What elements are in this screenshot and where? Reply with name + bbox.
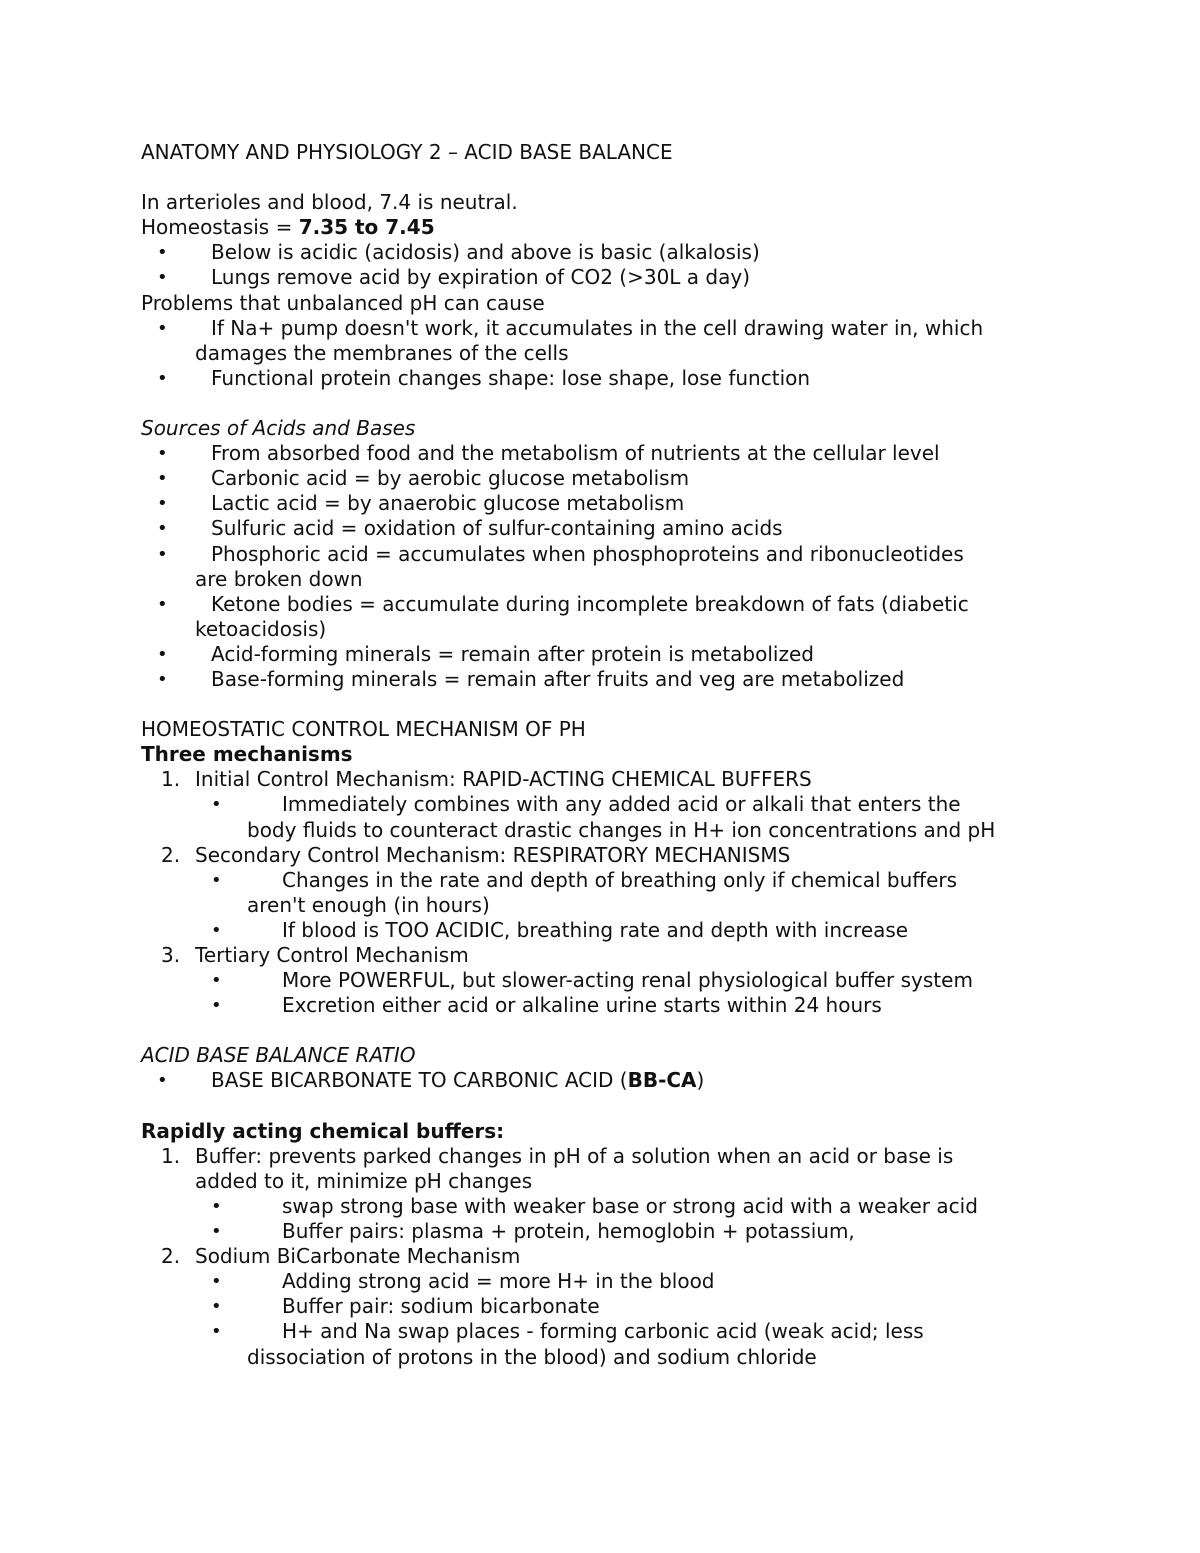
bullet-icon: •: [211, 1321, 222, 1343]
list-item: • Base-forming minerals = remain after fruits and veg are metabolized: [157, 666, 905, 691]
bullet-icon: •: [157, 317, 168, 339]
list-item: • BASE BICARBONATE TO CARBONIC ACID (BB-CA): [157, 1068, 705, 1093]
sub-list-item: • H+ and Na swap places - forming carbonic acid (weak acid; less: [211, 1319, 924, 1344]
sub-list-item-continuation: dissociation of protons in the blood) and sodium chloride: [247, 1344, 817, 1369]
bullet-icon: •: [157, 518, 168, 540]
intro-line: In arterioles and blood, 7.4 is neutral.: [141, 190, 518, 215]
list-item: • Ketone bodies = accumulate during incomplete breakdown of fats (diabetic: [157, 591, 969, 616]
bullet-icon: •: [157, 267, 168, 289]
bullet-icon: •: [157, 443, 168, 465]
list-item: • From absorbed food and the metabolism of nutrients at the cellular level: [157, 441, 940, 466]
sub-list-item: • Excretion either acid or alkaline urine starts within 24 hours: [211, 993, 882, 1018]
list-item: • Acid-forming minerals = remain after protein is metabolized: [157, 641, 814, 666]
numbered-item: 1. Buffer: prevents parked changes in pH of a solution when an acid or base is: [161, 1143, 954, 1168]
document-page: [141, 140, 1161, 1370]
list-item-continuation: damages the membranes of the cells: [195, 340, 569, 365]
list-item-continuation: are broken down: [195, 566, 363, 591]
sub-list-item: • Buffer pair: sodium bicarbonate: [211, 1294, 600, 1319]
sub-list-item-continuation: aren't enough (in hours): [247, 892, 490, 917]
list-item: • If Na+ pump doesn't work, it accumulates in the cell drawing water in, which: [157, 315, 984, 340]
bullet-icon: •: [211, 970, 222, 992]
document-title: ANATOMY AND PHYSIOLOGY 2 – ACID BASE BALANCE: [141, 140, 673, 164]
numbered-item: 2. Sodium BiCarbonate Mechanism: [161, 1244, 521, 1269]
numbered-item: 2. Secondary Control Mechanism: RESPIRATORY MECHANISMS: [161, 842, 791, 867]
list-item: • Lactic acid = by anaerobic glucose metabolism: [157, 491, 685, 516]
bullet-icon: •: [211, 794, 222, 816]
bullet-icon: •: [157, 1070, 168, 1092]
sub-list-item: • Adding strong acid = more H+ in the blood: [211, 1269, 715, 1294]
bullet-icon: •: [157, 643, 168, 665]
list-item: • Phosphoric acid = accumulates when phosphoproteins and ribonucleotides: [157, 541, 964, 566]
bullet-icon: •: [157, 593, 168, 615]
numbered-item: 3. Tertiary Control Mechanism: [161, 943, 469, 967]
mechanisms-subheading: Three mechanisms: [141, 742, 353, 767]
bullet-icon: •: [211, 1271, 222, 1293]
numbered-item: 1. Initial Control Mechanism: RAPID-ACTING CHEMICAL BUFFERS: [161, 767, 812, 792]
list-item: • Below is acidic (acidosis) and above is basic (alkalosis): [157, 240, 760, 265]
bullet-icon: •: [211, 869, 222, 891]
sub-list-item: • If blood is TOO ACIDIC, breathing rate and depth with increase: [211, 917, 909, 942]
sub-list-item: • Immediately combines with any added acid or alkali that enters the: [211, 792, 961, 817]
sub-list-item: • More POWERFUL, but slower-acting renal physiological buffer system: [211, 968, 973, 993]
bullet-icon: •: [211, 1221, 222, 1243]
ratio-heading: ACID BASE BALANCE RATIO: [141, 1043, 416, 1068]
bullet-icon: •: [211, 919, 222, 941]
bullet-icon: •: [211, 995, 222, 1017]
sub-list-item: • Changes in the rate and depth of breathing only if chemical buffers: [211, 867, 958, 892]
list-item-continuation: ketoacidosis): [195, 616, 327, 641]
buffers-heading: Rapidly acting chemical buffers:: [141, 1118, 505, 1143]
bullet-icon: •: [157, 367, 168, 389]
ratio-abbreviation: BB-CA: [627, 1068, 697, 1093]
list-item: • Lungs remove acid by expiration of CO2 (>30L a day): [157, 265, 750, 290]
bullet-icon: •: [211, 1195, 222, 1217]
numbered-item-continuation: added to it, minimize pH changes: [195, 1168, 533, 1193]
homeostasis-value: 7.35 to 7.45: [298, 215, 435, 240]
list-item: • Functional protein changes shape: lose shape, lose function: [157, 365, 811, 390]
bullet-icon: •: [157, 668, 168, 690]
bullet-icon: •: [157, 242, 168, 264]
bullet-icon: •: [157, 493, 168, 515]
bullet-icon: •: [211, 1296, 222, 1318]
problems-heading: Problems that unbalanced pH can cause: [141, 290, 545, 315]
list-item: • Sulfuric acid = oxidation of sulfur-containing amino acids: [157, 516, 783, 541]
sub-list-item: • swap strong base with weaker base or strong acid with a weaker acid: [211, 1193, 978, 1218]
list-item: • Carbonic acid = by aerobic glucose metabolism: [157, 466, 690, 491]
sub-list-item-continuation: body fluids to counteract drastic changes in H+ ion concentrations and pH: [247, 817, 996, 842]
bullet-icon: •: [157, 468, 168, 490]
bullet-icon: •: [157, 543, 168, 565]
sub-list-item: • Buffer pairs: plasma + protein, hemoglobin + potassium,: [211, 1219, 855, 1244]
homeostasis-line: Homeostasis = 7.35 to 7.45: [141, 215, 435, 240]
homeostatic-heading: HOMEOSTATIC CONTROL MECHANISM OF PH: [141, 717, 586, 742]
sources-heading: Sources of Acids and Bases: [141, 416, 416, 441]
